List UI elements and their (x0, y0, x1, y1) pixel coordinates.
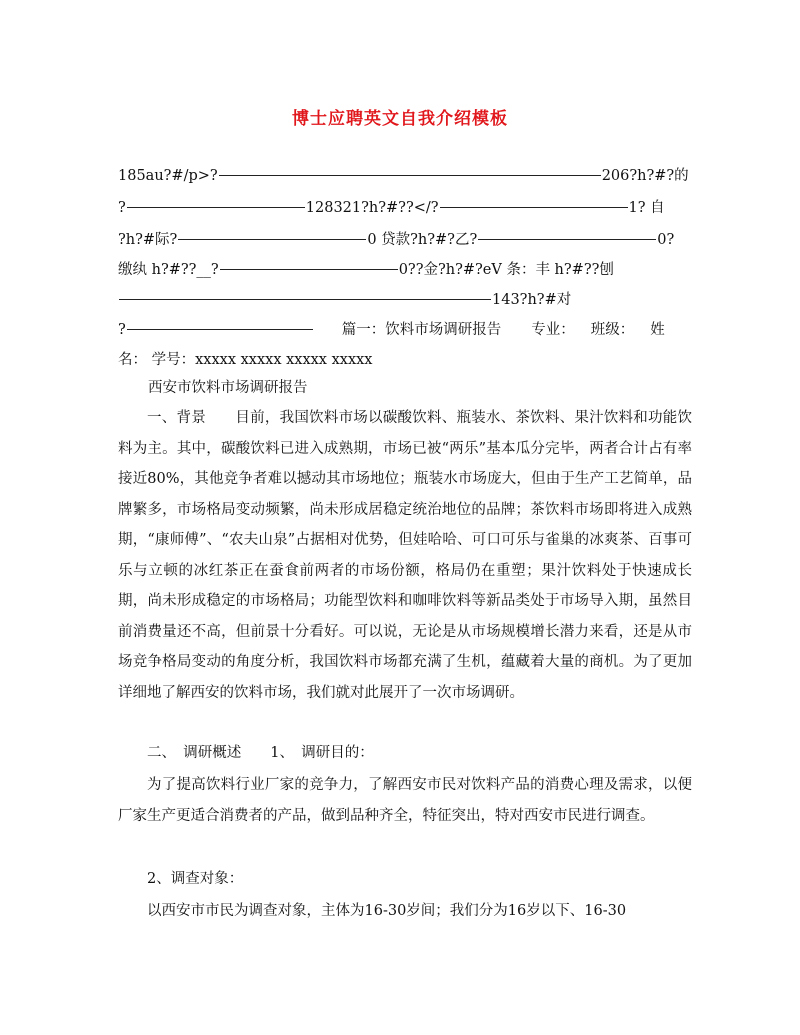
underline-rule (127, 329, 313, 330)
underline-rule (478, 239, 656, 240)
underline-rule (127, 207, 305, 208)
garbled-line-5: 143?h?#对 (118, 290, 692, 310)
student-info-line: 名： 学号：xxxxx xxxxx xxxxx xxxxx (118, 352, 373, 368)
paragraph-background: 一、背景 目前，我国饮料市场以碳酸饮料、瓶装水、茶饮料、果汁饮料和功能饮料为主。其中，碳酸饮料已进入成熟期，市场已被“两乐”基本瓜分完毕，两者合计占有率接近80%，其他竞争者难以撼动其市场地位；瓶装水市场庞大，但由于生产工艺简单，品牌繁多，市场格局变动频繁，尚未形成居稳定统治地位的品牌；茶饮料市场即将进入成熟期，“康师傅”、“农夫山泉”占据相对优势，但娃哈哈、可口可乐与雀巢的冰爽茶、百事可乐与立顿的冰红茶正在蚕食前两者的市场份额，格局仍在重塑；果汁饮料处于快速成长期，尚未形成稳定的市场格局；功能型饮料和咖啡饮料等新品类处于市场导入期，虽然目前消费量还不高，但前景十分看好。可以说，无论是从市场规模增长潜力来看，还是从市场竞争格局变动的角度分析，我国饮料市场都充满了生机，蕴藏着大量的商机。为了更加详细地了解西安的饮料市场，我们就对此展开了一次市场调研。 (118, 410, 692, 701)
underline-rule (178, 239, 366, 240)
document-title: 博士应聘英文自我介绍模板 (292, 109, 508, 129)
section-heading-overview: 二、 调研概述 1、 调研目的： (147, 745, 374, 761)
garbled-line-2: ? 128321?h?#??</? 1? 自 (118, 200, 665, 216)
paragraph-purpose: 为了提高饮料行业厂家的竞争力，了解西安市民对饮料产品的消费心理及需求，以便厂家生产更适合消费者的产品，做到品种齐全，特征突出，特对西安市民进行调查。 (118, 777, 692, 824)
underline-rule (119, 299, 491, 300)
garbled-line-3: ?h?#际? 0 贷款?h?#?乙? 0? (118, 232, 675, 248)
underline-rule (220, 269, 398, 270)
underline-rule (219, 175, 601, 176)
garbled-line-4: 缴纨 h?#??__? 0??金?h?#?eV 条：丰 h?#??刨 (118, 262, 614, 278)
paragraph-subject: 以西安市市民为调查对象，主体为16-30岁间；我们分为16岁以下、16-30 (147, 903, 627, 919)
garbled-line-1: 185au?#/p>? 206?h?#?的 (118, 168, 689, 184)
section-heading-subject: 2、调查对象： (147, 871, 244, 887)
report-subtitle: 西安市饮料市场调研报告 (148, 380, 308, 396)
garbled-line-6: ? 篇一：饮料市场调研报告 专业： 班级： 姓 (118, 322, 665, 338)
underline-rule (440, 207, 628, 208)
